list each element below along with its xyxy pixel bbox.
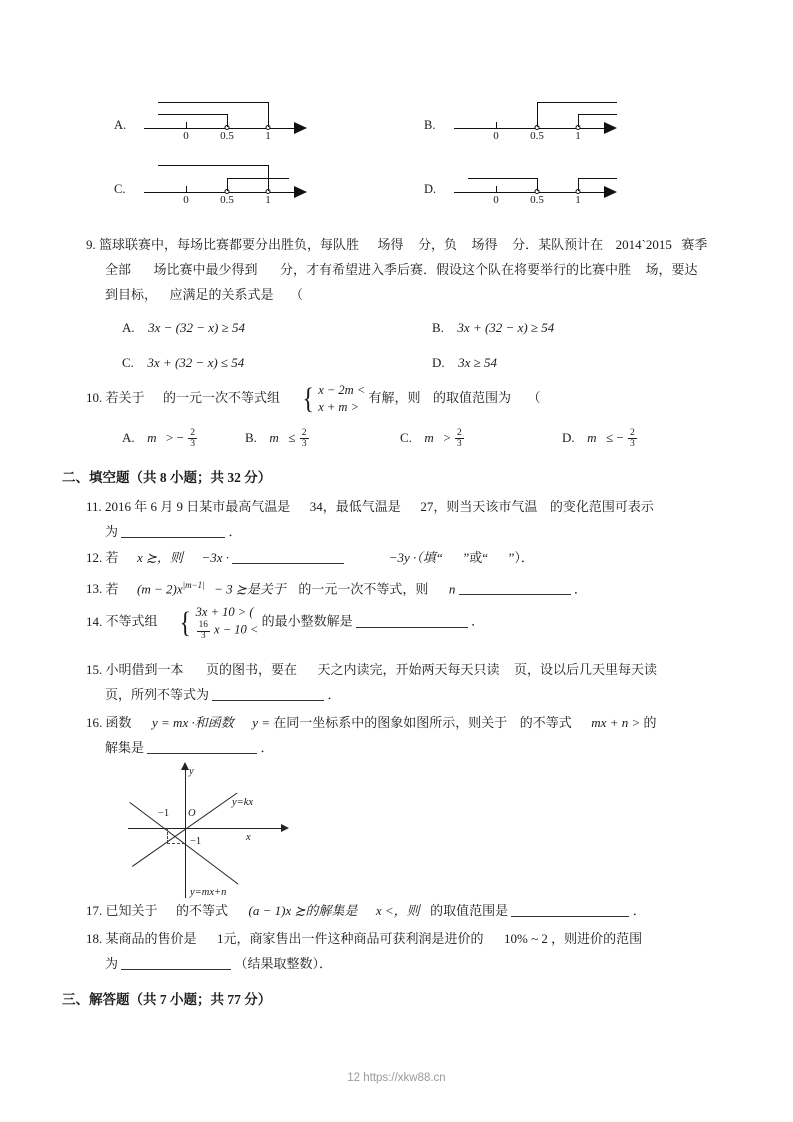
q10-option-a-relation: >: [166, 429, 174, 445]
q16-l1-a: 函数: [105, 715, 132, 730]
page-footer: 12 https://xkw88.cn: [347, 1072, 446, 1084]
q16-l1-g: 的: [643, 715, 657, 730]
q11-l1-a: 2016 年 6 月 9 日某市最高气温是: [105, 499, 291, 514]
q10-option-b-relation: ≤: [288, 429, 296, 445]
q9-option-d[interactable]: [432, 355, 497, 371]
q15-answer-blank[interactable]: [212, 686, 324, 701]
question-10-line-1: [86, 382, 726, 416]
q16-l1-e: 的不等式: [519, 715, 572, 730]
option-a-label: A.: [114, 118, 127, 132]
question-10: [86, 382, 726, 416]
number-line-b: [454, 88, 644, 150]
question-11-line-1: [86, 494, 731, 519]
q10-text-e: （: [527, 389, 541, 405]
q17-c: (a − 1)x ≿的解集是: [248, 903, 358, 918]
q10-option-a-fraction: [188, 428, 197, 449]
q10-option-a-letter: A.: [122, 429, 135, 445]
q18-l1-a: 某商品的售价是: [105, 931, 197, 946]
tick-label-0: 0: [493, 130, 499, 142]
q17-a: 已知关于: [105, 903, 158, 918]
tick-label-05: 0.5: [530, 194, 544, 206]
q13-e: n: [448, 581, 456, 597]
y-axis-arrow-icon: [181, 762, 189, 770]
choice-option-c-diagram[interactable]: [108, 152, 408, 214]
question-17-number: 17.: [86, 903, 103, 918]
q16-l1-c: y =: [252, 715, 271, 730]
q16-l1-b: y = mx ·和函数: [152, 715, 234, 730]
q10-text-b: 的一元一次不等式组: [163, 389, 281, 405]
choice-option-a-diagram[interactable]: [108, 88, 408, 150]
axis-line: [144, 128, 296, 129]
figure-dashed-vertical: [167, 828, 168, 843]
q18-l1-d: ，则进价的范围: [551, 931, 643, 946]
q16-answer-blank[interactable]: [147, 739, 257, 754]
fraction-denominator: 3: [301, 438, 307, 450]
q9-text-d: 场得: [471, 237, 498, 252]
figure-y-tick-label: −1: [190, 836, 202, 847]
q11-l1-c: 27，则当天该市气温: [420, 499, 538, 514]
q10-option-d[interactable]: [562, 428, 638, 449]
q10-option-b-fraction: [300, 428, 309, 449]
question-16-line-2: [86, 735, 736, 760]
question-16-number: 16.: [86, 715, 103, 730]
q9-option-b[interactable]: [432, 320, 554, 336]
axis-arrow-icon: [294, 122, 307, 134]
q14-system-line-1: 3x + 10 > (: [195, 605, 254, 619]
tick-label-0: 0: [493, 194, 499, 206]
q17-b: 的不等式: [176, 903, 229, 918]
q15-l1-c: 天之内读完，开始两天每天只读: [317, 662, 500, 677]
q15-l2-b: ．: [327, 687, 341, 702]
question-18: [86, 926, 734, 976]
q16-l2-b: ．: [260, 740, 274, 755]
question-15-number: 15.: [86, 662, 103, 677]
question-14-number: 14.: [86, 613, 103, 629]
figure-origin-label: O: [188, 808, 196, 819]
question-12-line-1: [86, 545, 731, 570]
q15-l2-a: 页，所列不等式为: [105, 687, 210, 702]
q9-option-c-expr: 3x + (32 − x) ≤ 54: [147, 355, 245, 370]
choice-diagram-row-2: [0, 152, 793, 214]
q9-text-a: 篮球联赛中，每场比赛都要分出胜负，每队胜: [99, 237, 360, 252]
q9-l2-a: 全部: [105, 262, 132, 277]
q9-l3-a: 到目标，: [105, 287, 158, 302]
q14-c: ．: [471, 613, 485, 629]
q13-answer-blank[interactable]: [459, 580, 571, 595]
q15-l1-b: 页的图书，要在: [206, 662, 298, 677]
question-13-line-1: [86, 573, 731, 601]
option-b-label: B.: [424, 118, 436, 132]
q9-text-b: 场得: [377, 237, 404, 252]
q14-system-line-2: [196, 621, 259, 641]
q9-option-b-expr: 3x + (32 − x) ≥ 54: [457, 320, 555, 335]
q10-option-d-relation: ≤: [606, 429, 614, 445]
q17-answer-blank[interactable]: [511, 902, 629, 917]
fraction-denominator: 3: [456, 438, 462, 450]
q9-text-c: 分，负: [418, 237, 458, 252]
question-9-line-1: [86, 232, 726, 257]
q13-a: 若: [105, 581, 119, 597]
x-axis-arrow-icon: [281, 824, 289, 832]
q18-l1-b: 1元，商家售出一件这种商品可获利润是进价的: [217, 931, 484, 946]
q10-text-c: 有解，则: [368, 389, 421, 405]
axis-line: [454, 192, 606, 193]
question-11-number: 11.: [86, 499, 102, 514]
q10-option-a-var: m: [147, 429, 157, 445]
tick-0: [496, 186, 497, 192]
q12-c: −3x ·: [201, 550, 229, 565]
fraction-numerator: 2: [630, 427, 635, 438]
question-12: [86, 545, 731, 570]
question-15-line-1: [86, 657, 731, 682]
axis-line: [144, 192, 296, 193]
q10-inequality-system: [301, 382, 366, 416]
tick-label-0: 0: [183, 130, 189, 142]
q13-c: − 3 ≿是关于: [214, 581, 286, 597]
question-17-line-1: [86, 898, 731, 923]
option-c-label: C.: [114, 182, 126, 196]
q10-option-c-fraction: [455, 428, 464, 449]
question-10-number: 10.: [86, 389, 103, 405]
q9-l3-c: （: [290, 287, 304, 302]
q9-l2-b: 场比赛中最少得到: [153, 262, 258, 277]
question-18-line-1: [86, 926, 734, 951]
system-lines: [318, 382, 365, 416]
number-line-a: [144, 88, 334, 150]
q14-system-line-2-rest: x − 10 <: [214, 622, 259, 637]
q10-text-d: 的取值范围为: [433, 389, 512, 405]
question-14-line-1: [86, 604, 731, 641]
q11-l2-a: 为: [105, 524, 119, 539]
q9-option-d-letter: D.: [432, 355, 445, 370]
q10-option-c-letter: C.: [400, 429, 412, 445]
question-13-number: 13.: [86, 581, 103, 597]
q16-l1-f: mx + n >: [591, 715, 641, 730]
number-line-c: [144, 152, 334, 214]
section-3-heading: 三、解答题（共 7 小题；共 77 分）: [62, 992, 272, 1007]
axis-arrow-icon: [294, 186, 307, 198]
q9-text-e: 分．某队预计在: [512, 237, 604, 252]
fraction-denominator: 3: [630, 438, 635, 450]
q10-system-line-1: x − 2m <: [318, 383, 366, 397]
q10-option-c[interactable]: [400, 428, 465, 449]
question-18-line-2: [86, 951, 734, 976]
q10-system-line-2: x + m >: [318, 400, 360, 414]
q14-a: 不等式组: [105, 613, 158, 629]
q10-text-a: 若关于: [105, 389, 145, 405]
tick-0: [186, 186, 187, 192]
q10-option-d-sign: −: [616, 429, 624, 445]
q9-option-a-letter: A.: [122, 320, 135, 335]
tick-label-05: 0.5: [220, 130, 234, 142]
q9-l2-d: 场，要达: [645, 262, 698, 277]
q14-answer-blank[interactable]: [356, 613, 468, 628]
tick-label-1: 1: [575, 194, 581, 206]
q9-option-a-expr: 3x − (32 − x) ≥ 54: [148, 320, 246, 335]
q18-answer-blank[interactable]: [121, 955, 231, 970]
axis-line: [454, 128, 606, 129]
axis-arrow-icon: [604, 186, 617, 198]
q9-option-c[interactable]: [122, 355, 244, 371]
q9-season-range: 2014`2015: [615, 237, 672, 252]
tick-label-1: 1: [575, 130, 581, 142]
q10-option-c-var: m: [424, 429, 434, 445]
question-16-figure: [120, 762, 400, 907]
choice-option-d-diagram[interactable]: [418, 152, 718, 214]
tick-label-1: 1: [265, 194, 271, 206]
option-d-label: D.: [424, 182, 437, 196]
q14-b: 的最小整数解是: [261, 613, 353, 629]
fraction-numerator: 2: [456, 427, 462, 438]
system-left-brace: {: [179, 605, 191, 639]
question-18-number: 18.: [86, 931, 103, 946]
axis-arrow-icon: [604, 122, 617, 134]
system-lines: [196, 604, 259, 641]
q13-b: (m − 2)x: [137, 581, 183, 597]
question-16-line-1: [86, 710, 736, 735]
figure-y-axis-label: y: [189, 766, 194, 777]
choice-option-b-diagram[interactable]: [418, 88, 718, 150]
q12-a: 若: [105, 550, 119, 565]
question-9-line-3: [86, 282, 726, 307]
question-13: [86, 573, 731, 601]
question-9-number: 9.: [86, 237, 96, 252]
tick-label-05: 0.5: [530, 130, 544, 142]
q11-answer-blank[interactable]: [121, 523, 225, 538]
q17-e: 的取值范围是: [430, 903, 509, 918]
q10-option-a-sign: −: [176, 429, 184, 445]
choice-diagram-row-1: [0, 88, 793, 150]
q9-option-a[interactable]: [122, 320, 245, 336]
q12-f: ”）．: [508, 550, 534, 565]
q10-option-b-var: m: [269, 429, 279, 445]
q10-option-d-fraction: [628, 428, 637, 449]
q14-inequality-system: [178, 604, 258, 641]
question-14: [86, 604, 731, 641]
question-12-number: 12.: [86, 550, 103, 565]
q9-option-b-letter: B.: [432, 320, 444, 335]
tick-0: [496, 122, 497, 128]
q9-l3-b: 应满足的关系式是: [169, 287, 274, 302]
figure-y-axis: [185, 770, 186, 898]
question-15: [86, 657, 731, 707]
system-left-brace: {: [301, 382, 314, 415]
figure-dashed-horizontal: [167, 843, 185, 844]
q14-fraction: [197, 621, 210, 641]
q10-option-b-letter: B.: [245, 429, 257, 445]
q12-b: x ≿，则: [137, 550, 183, 565]
q10-option-d-letter: D.: [562, 429, 575, 445]
tick-label-1: 1: [265, 130, 271, 142]
q12-d: −3y ·（填“: [388, 550, 444, 565]
question-9: [86, 232, 726, 307]
q10-option-a[interactable]: [122, 428, 198, 449]
question-11: [86, 494, 731, 544]
q16-l1-d: 在同一坐标系中的图象如图所示，则关于: [273, 715, 508, 730]
q10-option-d-var: m: [587, 429, 597, 445]
q13-f: ．: [573, 581, 587, 597]
figure-x-tick-label: −1: [158, 808, 170, 819]
question-16: [86, 710, 736, 760]
q12-e: ”或“: [463, 550, 489, 565]
question-17: [86, 898, 731, 923]
q18-l2-b: （结果取整数）．: [234, 956, 333, 971]
fraction-numerator: 2: [190, 427, 196, 438]
figure-line2-label: y=mx+n: [190, 887, 227, 898]
figure-x-axis-label: x: [246, 832, 251, 843]
section-2-heading: 二、填空题（共 8 小题；共 32 分）: [62, 470, 272, 485]
q11-l1-b: 34，最低气温是: [309, 499, 401, 514]
fraction-numerator: 2: [301, 427, 307, 438]
q18-profit-range: 10% ~ 2: [504, 931, 548, 946]
tick-0: [186, 122, 187, 128]
q9-text-g: 赛季: [681, 237, 708, 252]
tick-label-05: 0.5: [220, 194, 234, 206]
q9-option-c-letter: C.: [122, 355, 134, 370]
fraction-numerator: 16: [198, 620, 208, 630]
question-11-line-2: [86, 519, 731, 544]
q10-option-b[interactable]: [245, 428, 310, 449]
fraction-denominator: 3: [197, 631, 210, 642]
q11-l1-d: 的变化范围可表示: [549, 499, 654, 514]
q13-exponent: |m−1|: [182, 580, 205, 590]
q17-f: ．: [632, 903, 646, 918]
q9-option-d-expr: 3x ≥ 54: [458, 355, 498, 370]
q18-l2-a: 为: [105, 956, 119, 971]
q13-d: 的一元一次不等式，则: [298, 581, 429, 597]
question-15-line-2: [86, 682, 731, 707]
q12-answer-blank[interactable]: [232, 549, 344, 564]
q11-l2-b: ．: [228, 524, 242, 539]
q10-option-c-relation: >: [443, 429, 451, 445]
q17-d: x <，则: [375, 903, 420, 918]
q9-l2-c: 分，才有希望进入季后赛．假设这个队在将要举行的比赛中胜: [280, 262, 632, 277]
number-line-d: [454, 152, 644, 214]
q15-l1-a: 小明借到一本: [105, 662, 184, 677]
q15-l1-d: 页，设以后几天里每天读: [514, 662, 658, 677]
question-9-line-2: [86, 257, 726, 282]
figure-x-axis: [128, 828, 283, 829]
q16-l2-a: 解集是: [105, 740, 145, 755]
tick-label-0: 0: [183, 194, 189, 206]
figure-line1-label: y=kx: [232, 797, 254, 808]
fraction-denominator: 3: [190, 438, 196, 450]
